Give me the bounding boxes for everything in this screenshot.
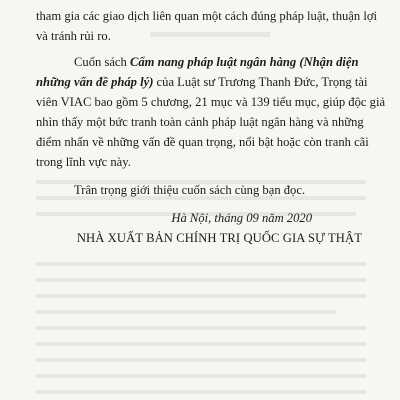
paragraph-2-line-6: trong lĩnh vực này. xyxy=(36,155,131,169)
paragraph-1-line-1: tham gia các giao dịch liên quan một cách đúng pháp luật, thuận lợi xyxy=(36,9,377,23)
paragraph-2-line-4: nhìn thấy một bức tranh toàn cảnh pháp luật ngân hàng và những xyxy=(36,115,364,129)
book-title: Cẩm nang pháp luật ngân hàng (Nhận diện xyxy=(129,55,359,69)
place-date: Hà Nội, tháng 09 năm 2020 xyxy=(171,211,312,225)
paragraph-1-line-2: và tránh rủi ro. xyxy=(36,29,111,43)
paragraph-2-line-2 xyxy=(36,72,374,92)
paragraph-2-intro: Cuốn sách xyxy=(74,55,130,69)
paragraph-2-line-1 xyxy=(36,52,374,72)
paragraph-2-line-5: điểm nhấn về những vấn đề quan trọng, nổi bật hoặc còn tranh cãi xyxy=(36,135,369,149)
paragraph-2-after-title: của Luật sư Trương Thanh Đức, Trọng tài xyxy=(153,75,368,89)
document-body xyxy=(36,0,386,248)
book-title-continued: những vấn đề pháp lý) xyxy=(36,75,154,89)
publisher-name: NHÀ XUẤT BẢN CHÍNH TRỊ QUỐC GIA SỰ THẬT xyxy=(76,231,362,245)
closing-line: Trân trọng giới thiệu cuốn sách cùng bạn đọc. xyxy=(74,183,306,197)
paragraph-2-line-3: viên VIAC bao gồm 5 chương, 21 mục và 139 tiểu mục, giúp độc giả xyxy=(36,95,386,109)
